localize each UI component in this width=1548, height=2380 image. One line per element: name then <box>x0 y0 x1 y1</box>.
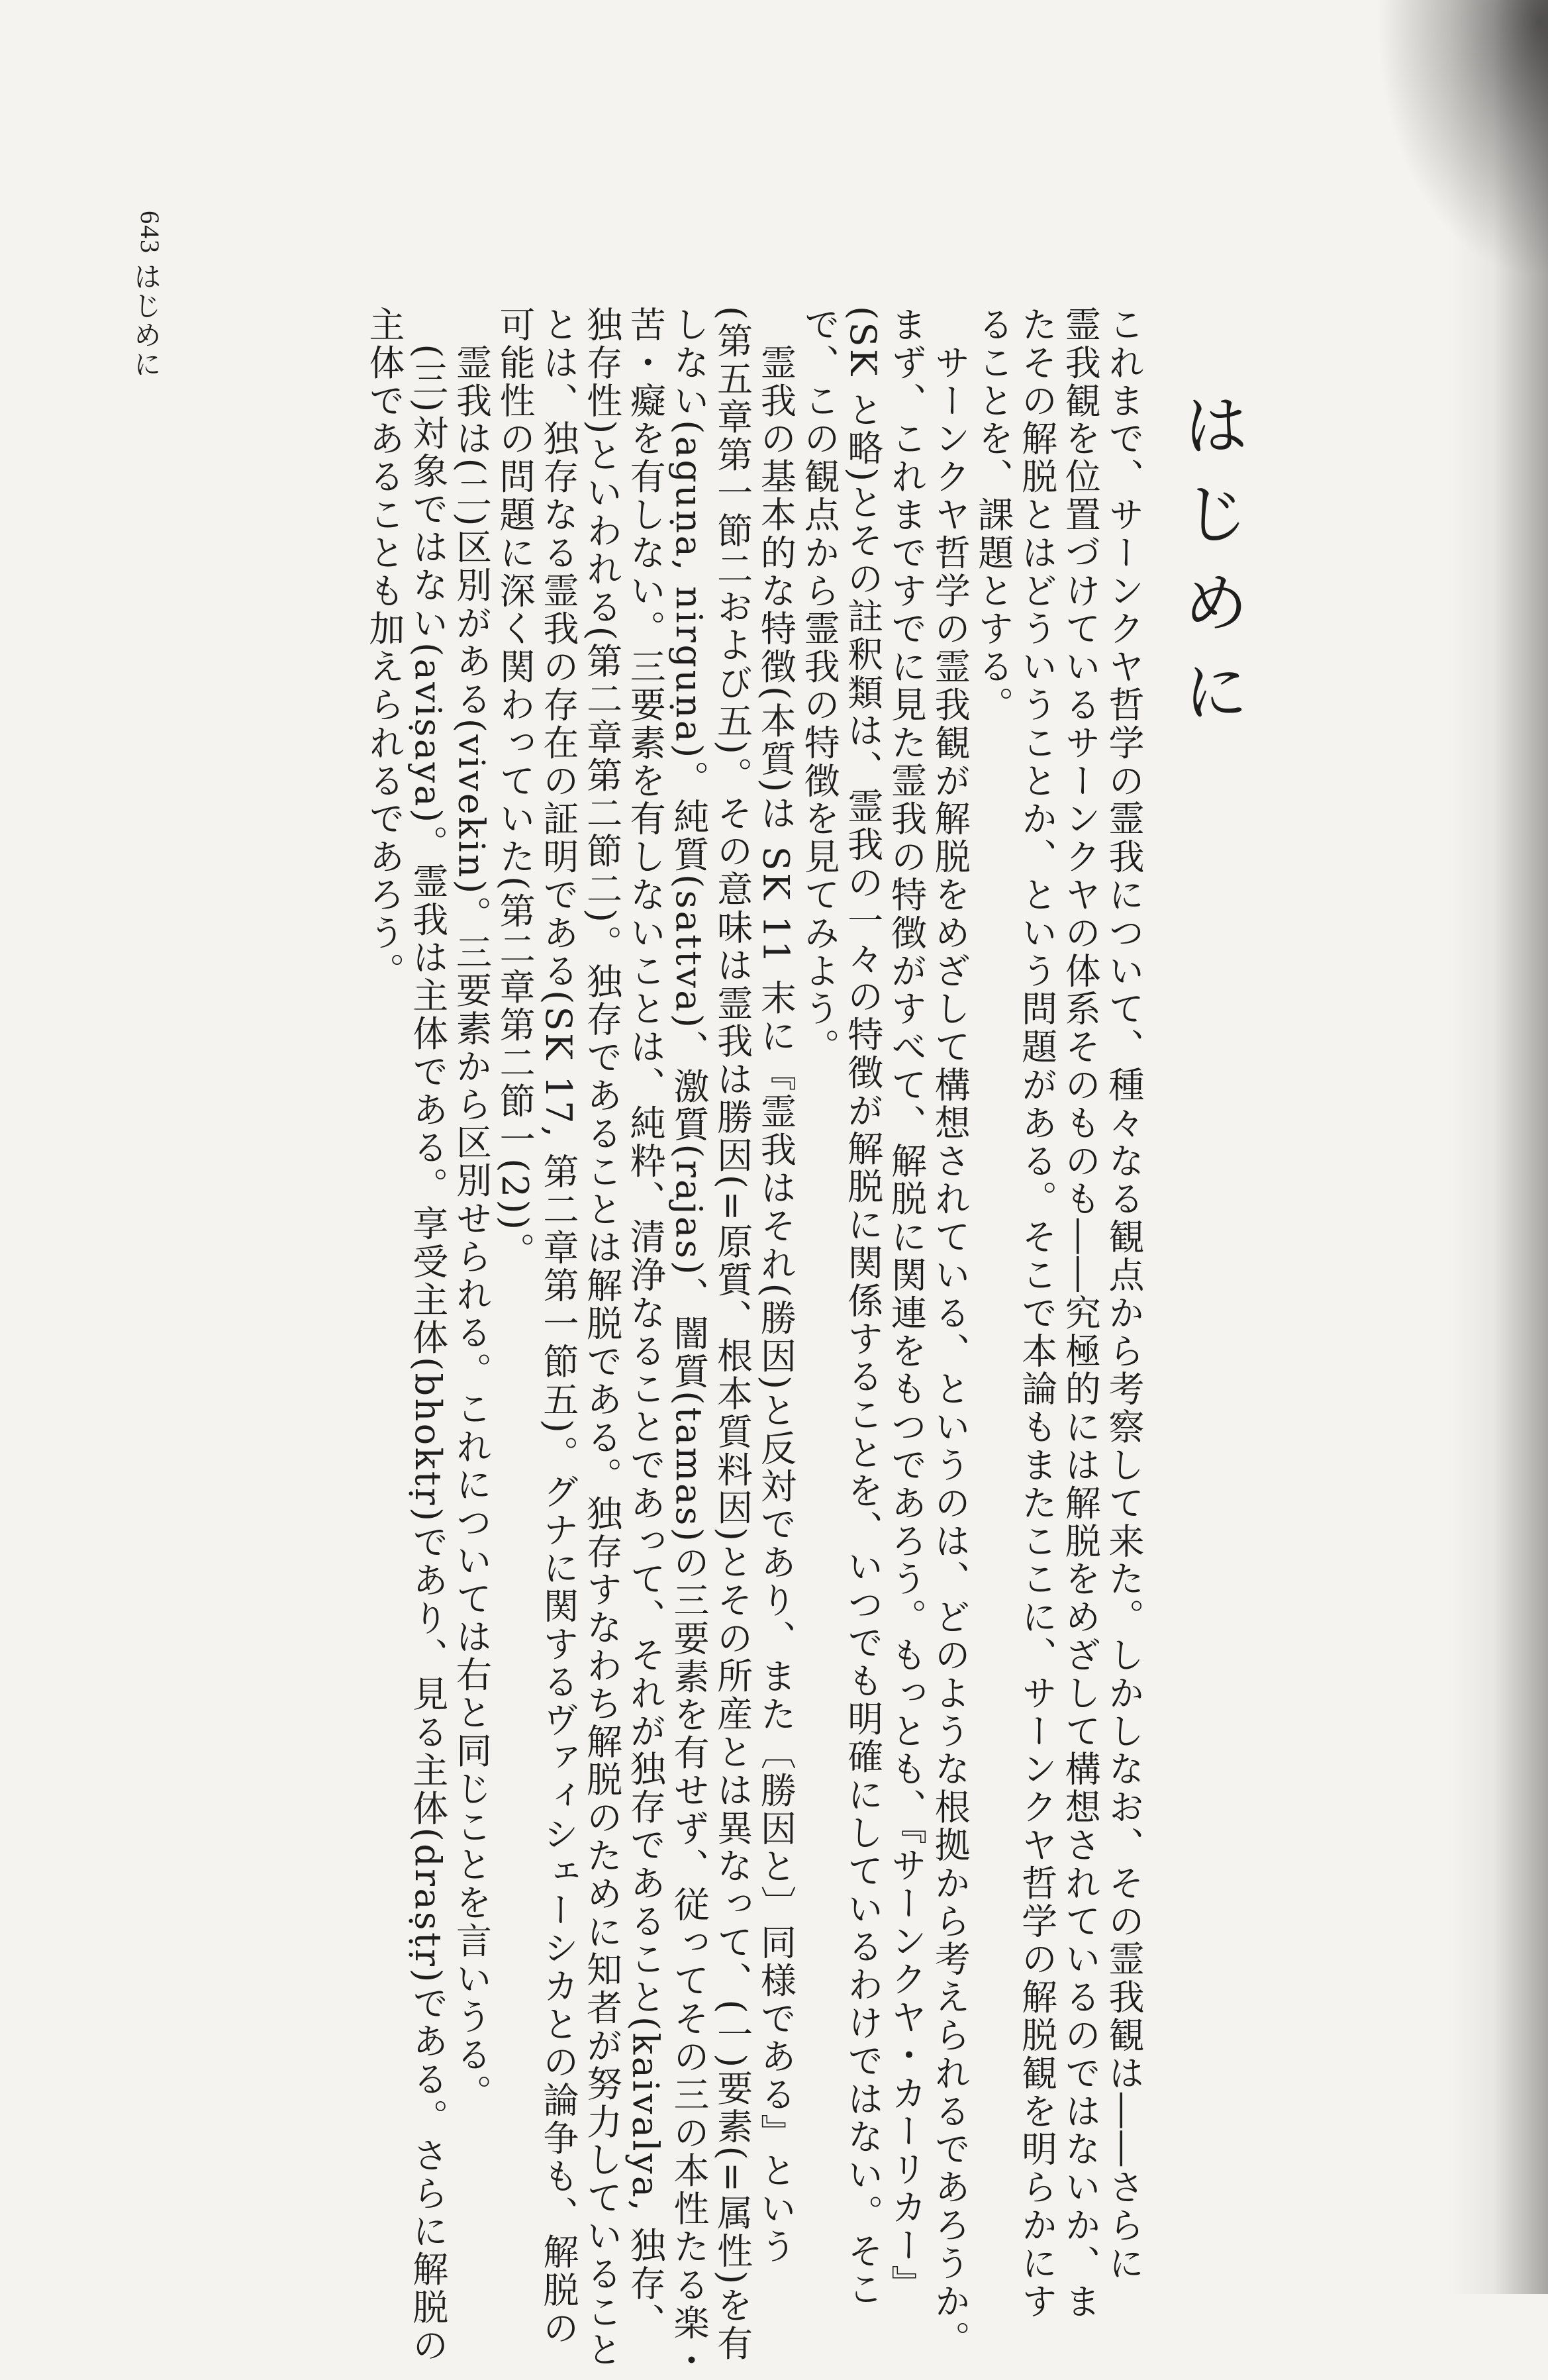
text-line: たその解脱とはどういうことか、という問題がある。そこで本論もまたここに、サーンクヤ哲学の解脱観を明らかにす <box>1016 306 1058 2321</box>
text-line: 苦・癡を有しない。三要素を有しないことは、純粋、清浄なることであって、それが独存であること(kaivalya, 独存、 <box>624 306 667 2341</box>
running-title: はじめに <box>130 262 162 379</box>
text-line: サーンクヤ哲学の霊我観が解脱をめざして構想されている、というのは、どのような根拠から考えられるであろうか。 <box>929 306 971 2359</box>
text-line: 独存性)といわれる(第二章第二節二)。独存であることは解脱である。独存すなわち解脱のために知者が努力していること <box>581 306 623 2369</box>
text-line: 主体であることも加えられるであろう。 <box>363 306 406 991</box>
text-line: (三)対象ではない(aviṣaya)。霊我は主体である。享受主体(bhoktṛ)であり、見る主体(draṣṭṛ)である。さらに解脱の <box>407 306 449 2365</box>
text-line: 霊我の基本的な特徴(本質)は SK 11 末に『霊我はそれ(勝因)と反対であり、また〔勝因と〕同様である』という <box>755 306 797 2266</box>
text-line: とは、独存なる霊我の存在の証明である(SK 17, 第二章第一節五)。グナに関するヴァィシェーシカとの論争も、解脱の <box>537 306 579 2348</box>
text-line: で、この観点から霊我の特徴を見てみよう。 <box>798 306 841 1066</box>
body-text <box>119 306 1145 2380</box>
text-line: (第五章第一節二および五)。その意味は霊我は勝因(=原質、根本質料因)とその所産とは異なって、(一)要素(=属性)を有 <box>711 306 753 2363</box>
text-line: まず、これまですでに見た霊我の特徴がすべて、解脱に関連をもつであろう。もっとも、『サーンクヤ・カーリカー』 <box>885 306 928 2303</box>
page-edge-shadow <box>1449 0 1548 2294</box>
text-line: 可能性の問題に深く関わっていた(第二章第二節一(2))。 <box>494 306 536 1270</box>
text-line: 霊我観を位置づけているサーンクヤの体系そのものも――究極的には解脱をめざして構想されているのではないか、ま <box>1059 306 1102 2321</box>
text-line: ることを、課題とする。 <box>972 306 1014 724</box>
text-line: (SK と略)とその註釈類は、霊我の一々の特徴が解脱に関係することを、いつでも明確にしているわけではない。そこ <box>842 306 884 2308</box>
text-line: これまで、サーンクヤ哲学の霊我について、種々なる観点から考察して来た。しかしなお、その霊我観は――さらに <box>1103 306 1145 2283</box>
text-line: しない(aguṇa, nirguṇa)。純質(sattva)、激質(rajas)、闇質(tamas)の三要素を有せず、従ってその三の本性たる楽・ <box>667 306 710 2380</box>
text-line: 霊我は(二)区別がある(vivekin)。三要素から区別せられる。これについては右と同じことを言いうる。 <box>450 306 493 2112</box>
section-title: はじめに <box>1172 391 1249 746</box>
page-corner-shadow <box>1376 0 1548 278</box>
page-number: 643 <box>135 211 165 254</box>
